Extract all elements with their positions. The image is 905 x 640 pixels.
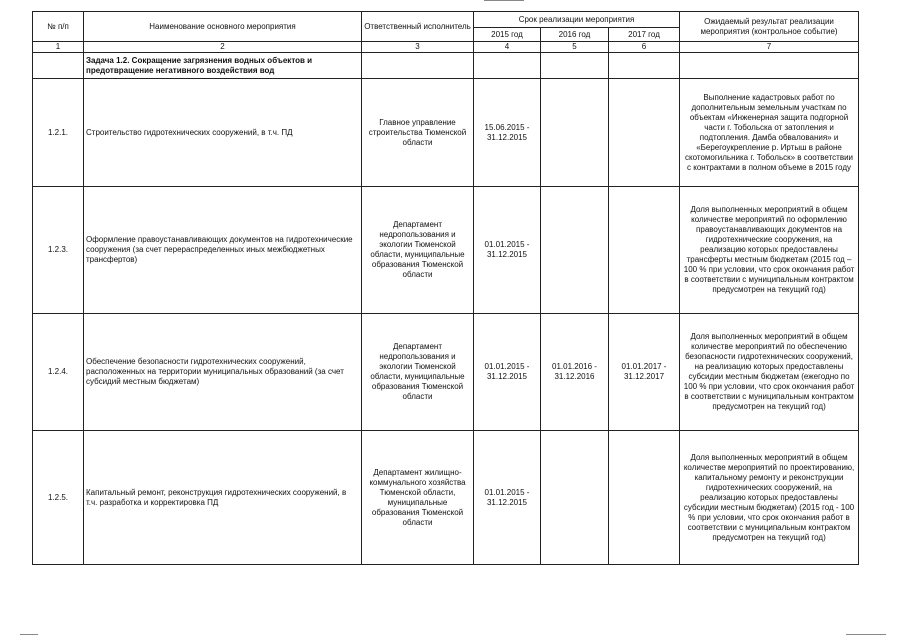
row-period-2016 (541, 79, 609, 187)
row-period-2017: 01.01.2017 - 31.12.2017 (609, 314, 680, 431)
table-row (33, 314, 859, 431)
task-heading: Задача 1.2. Сокращение загрязнения водных объектов и предотвращение негативного воздействия вод (84, 53, 362, 79)
row-name: Оформление правоустанавливающих документов на гидротехнические сооружения (за счет перераспределенных иных межбюджетных трансфертов) (84, 187, 362, 314)
header-year-2017: 2017 год (609, 28, 680, 42)
header-period: Срок реализации мероприятия (474, 12, 680, 28)
table-row (33, 79, 859, 187)
header-result: Ожидаемый результат реализации мероприятия (контрольное событие) (680, 12, 859, 42)
row-result: Доля выполненных мероприятий в общем количестве мероприятий по обеспечению безопасности гидротехнических сооружений, на реализацию которых предоставлены субсидии местным бюджетам (ежегодно по 100 % при условии, что срок окончания работ в соответствии с муниципальным контрактом предусмотрен на текущий год) (680, 314, 859, 431)
row-name: Строительство гидротехнических сооружений, в т.ч. ПД (84, 79, 362, 187)
row-num: 1.2.3. (33, 187, 84, 314)
row-period-2015: 01.01.2015 - 31.12.2015 (474, 314, 541, 431)
row-name: Обеспечение безопасности гидротехнических сооружений, расположенных на территории муниципальных образований (за счет субсидий местным бюджетам) (84, 314, 362, 431)
row-result: Доля выполненных мероприятий в общем количестве мероприятий по проектированию, капитальному ремонту и реконструкции гидротехнических сооружений, на реализацию которых предоставлены субсидии местным бюджетам) (2015 год - 100 % при условии, что срок окончания работ в соответствии с муниципальным контрактом предусмотрен на текущий год) (680, 431, 859, 565)
row-responsible: Главное управление строительства Тюменской области (362, 79, 474, 187)
row-num: 1.2.4. (33, 314, 84, 431)
col-number: 2 (84, 42, 362, 53)
task-empty-cell (474, 53, 541, 79)
row-period-2017 (609, 431, 680, 565)
row-responsible: Департамент жилищно-коммунального хозяйства Тюменской области, муниципальные образования Тюменской области (362, 431, 474, 565)
scan-edge-top (484, 0, 524, 1)
col-number: 1 (33, 42, 84, 53)
row-responsible: Департамент недропользования и экологии Тюменской области, муниципальные образования Тюменской области (362, 187, 474, 314)
row-period-2015: 15.06.2015 - 31.12.2015 (474, 79, 541, 187)
row-responsible: Департамент недропользования и экологии Тюменской области, муниципальные образования Тюменской области (362, 314, 474, 431)
header-name: Наименование основного мероприятия (84, 12, 362, 42)
row-period-2016: 01.01.2016 - 31.12.2016 (541, 314, 609, 431)
row-period-2016 (541, 187, 609, 314)
activities-table (32, 11, 859, 565)
scan-edge-bottom-right (846, 634, 886, 635)
row-period-2017 (609, 79, 680, 187)
col-number: 3 (362, 42, 474, 53)
task-num-cell (33, 53, 84, 79)
row-num: 1.2.1. (33, 79, 84, 187)
task-empty-cell (609, 53, 680, 79)
row-period-2016 (541, 431, 609, 565)
col-number: 6 (609, 42, 680, 53)
scan-edge-bottom-left (20, 634, 38, 635)
row-result: Доля выполненных мероприятий в общем количестве мероприятий по оформлению правоустанавливающих документов на гидротехнические сооружения, на реализацию которых предоставлены трансферты местным бюджетам (2015 год – 100 % при условии, что срок окончания работ в соответствии с муниципальным контрактом предусмотрен на текущий год) (680, 187, 859, 314)
header-year-2015: 2015 год (474, 28, 541, 42)
table-row (33, 431, 859, 565)
row-name: Капитальный ремонт, реконструкция гидротехнических сооружений, в т.ч. разработка и корректировка ПД (84, 431, 362, 565)
task-empty-cell (362, 53, 474, 79)
header-year-2016: 2016 год (541, 28, 609, 42)
table-row (33, 187, 859, 314)
col-number: 7 (680, 42, 859, 53)
row-num: 1.2.5. (33, 431, 84, 565)
row-period-2015: 01.01.2015 - 31.12.2015 (474, 431, 541, 565)
row-period-2015: 01.01.2015 - 31.12.2015 (474, 187, 541, 314)
task-empty-cell (541, 53, 609, 79)
header-num: № п/п (33, 12, 84, 42)
task-empty-cell (680, 53, 859, 79)
col-number: 4 (474, 42, 541, 53)
row-period-2017 (609, 187, 680, 314)
header-responsible: Ответственный исполнитель (362, 12, 474, 42)
row-result: Выполнение кадастровых работ по дополнительным земельным участкам по объектам «Инженерная защита подгорной части г. Тобольска от затопления и подтопления. Дамба обвалования» и «Берегоукрепление р. Иртыш в районе скотомогильника г. Тобольск» в соответствии с контрактами в полном объеме в 2015 году (680, 79, 859, 187)
col-number: 5 (541, 42, 609, 53)
